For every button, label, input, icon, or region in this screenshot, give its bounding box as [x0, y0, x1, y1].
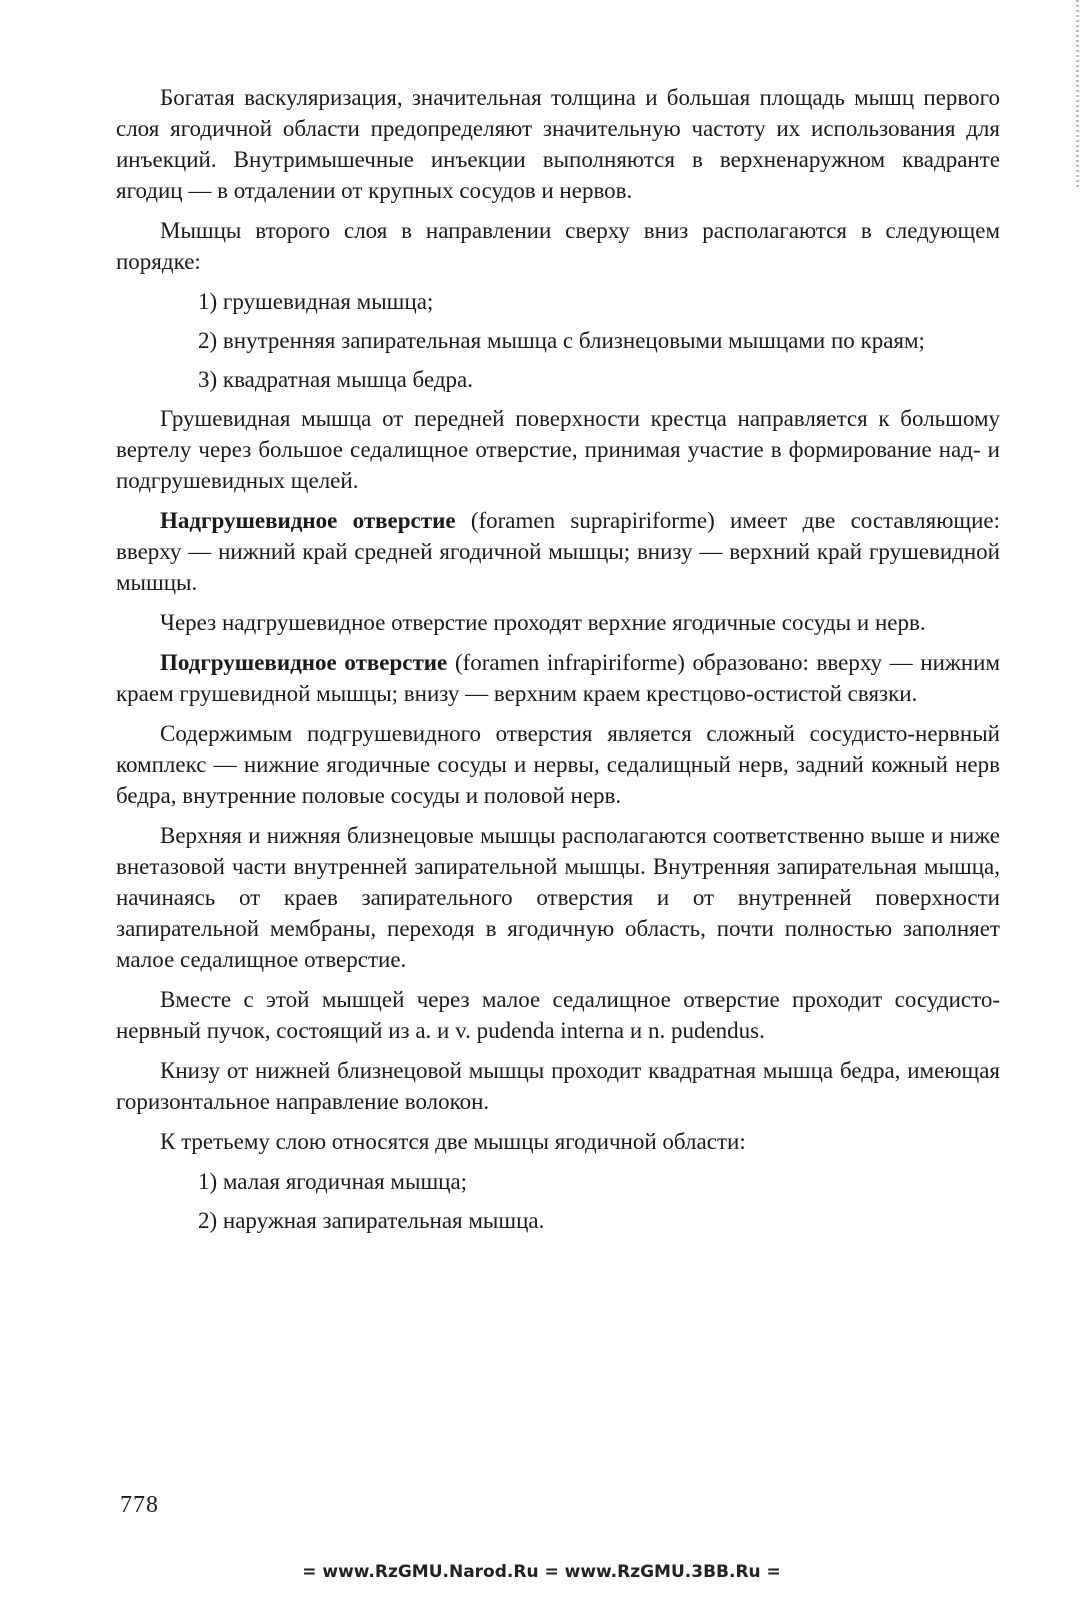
- scan-edge-artifact: [1076, 0, 1079, 190]
- list-item: 2) внутренняя запирательная мышца с близнецовыми мышцами по краям;: [198, 328, 925, 353]
- page-number: 778: [120, 1492, 159, 1518]
- term-bold: Надгрушевидное отверстие: [160, 508, 456, 533]
- paragraph-quadratus: Книзу от нижней близнецовой мышцы проходит квадратная мышца бедра, имеющая горизонтальное направление волокон.: [116, 1058, 1000, 1114]
- paragraph-infrapiriforme-contents: Содержимым подгрушевидного отверстия является сложный сосудисто-нервный комплекс — нижние ягодичные сосуды и нервы, седалищный нерв, задний кожный нерв бедра, внутренние половые сосуды и половой нерв.: [116, 721, 1000, 808]
- list-item: 2) наружная запирательная мышца.: [198, 1208, 545, 1233]
- paragraph-suprapiriforme: [116, 505, 1000, 598]
- paragraph-suprapiriforme-contents: Через надгрушевидное отверстие проходят верхние ягодичные сосуды и нерв.: [160, 610, 926, 635]
- footer-watermark-text: = www.RzGMU.Narod.Ru = www.RzGMU.3BB.Ru =: [302, 1562, 781, 1582]
- paragraph-infrapiriforme: [116, 647, 1000, 709]
- page-body: [116, 82, 1000, 1244]
- paragraph-second-layer-intro: Мышцы второго слоя в направлении сверху вниз располагаются в следующем порядке:: [116, 218, 1000, 274]
- term-text: (foramen infrapiriforme) образовано: вверху — нижним краем грушевидной мышцы; внизу — верхним краем крестцово-остистой связки.: [116, 650, 1001, 706]
- paragraph-third-layer-intro: К третьему слою относятся две мышцы ягодичной области:: [160, 1129, 746, 1154]
- list-item: 1) малая ягодичная мышца;: [198, 1169, 468, 1194]
- term-text: (foramen suprapiriforme) имеет две составляющие: вверху — нижний край средней ягодичной мышцы; внизу — верхний край грушевидной мышцы.: [116, 508, 1001, 595]
- paragraph-piriformis: Грушевидная мышца от передней поверхности крестца направляется к большому вертелу через большое седалищное отверстие, принимая участие в формирование над- и подгрушевидных щелей.: [116, 406, 1000, 493]
- paragraph-pudendal-bundle: Вместе с этой мышцей через малое седалищное отверстие проходит сосудисто-нервный пучок, состоящий из a. и v. pudenda interna и n. pudendus.: [116, 987, 1000, 1043]
- list-item: 3) квадратная мышца бедра.: [198, 367, 474, 392]
- term-bold: Подгрушевидное отверстие: [160, 650, 448, 675]
- list-item: 1) грушевидная мышца;: [198, 289, 434, 314]
- paragraph-injections: Богатая васкуляризация, значительная толщина и большая площадь мышц первого слоя ягодичной области предопределяют значительную частоту их использования для инъекций. Внутримышечные инъекции выполняются в верхненаружном квадранте ягодиц — в отдалении от крупных сосудов и нервов.: [116, 85, 1000, 203]
- paragraph-gemelli: Верхняя и нижняя близнецовые мышцы располагаются соответственно выше и ниже внетазовой части внутренней запирательной мышцы. Внутренняя запирательная мышца, начинаясь от краев запирательного отверстия и от внутренней поверхности запирательной мембраны, переходя в ягодичную область, почти полностью заполняет малое седалищное отверстие.: [116, 823, 1000, 972]
